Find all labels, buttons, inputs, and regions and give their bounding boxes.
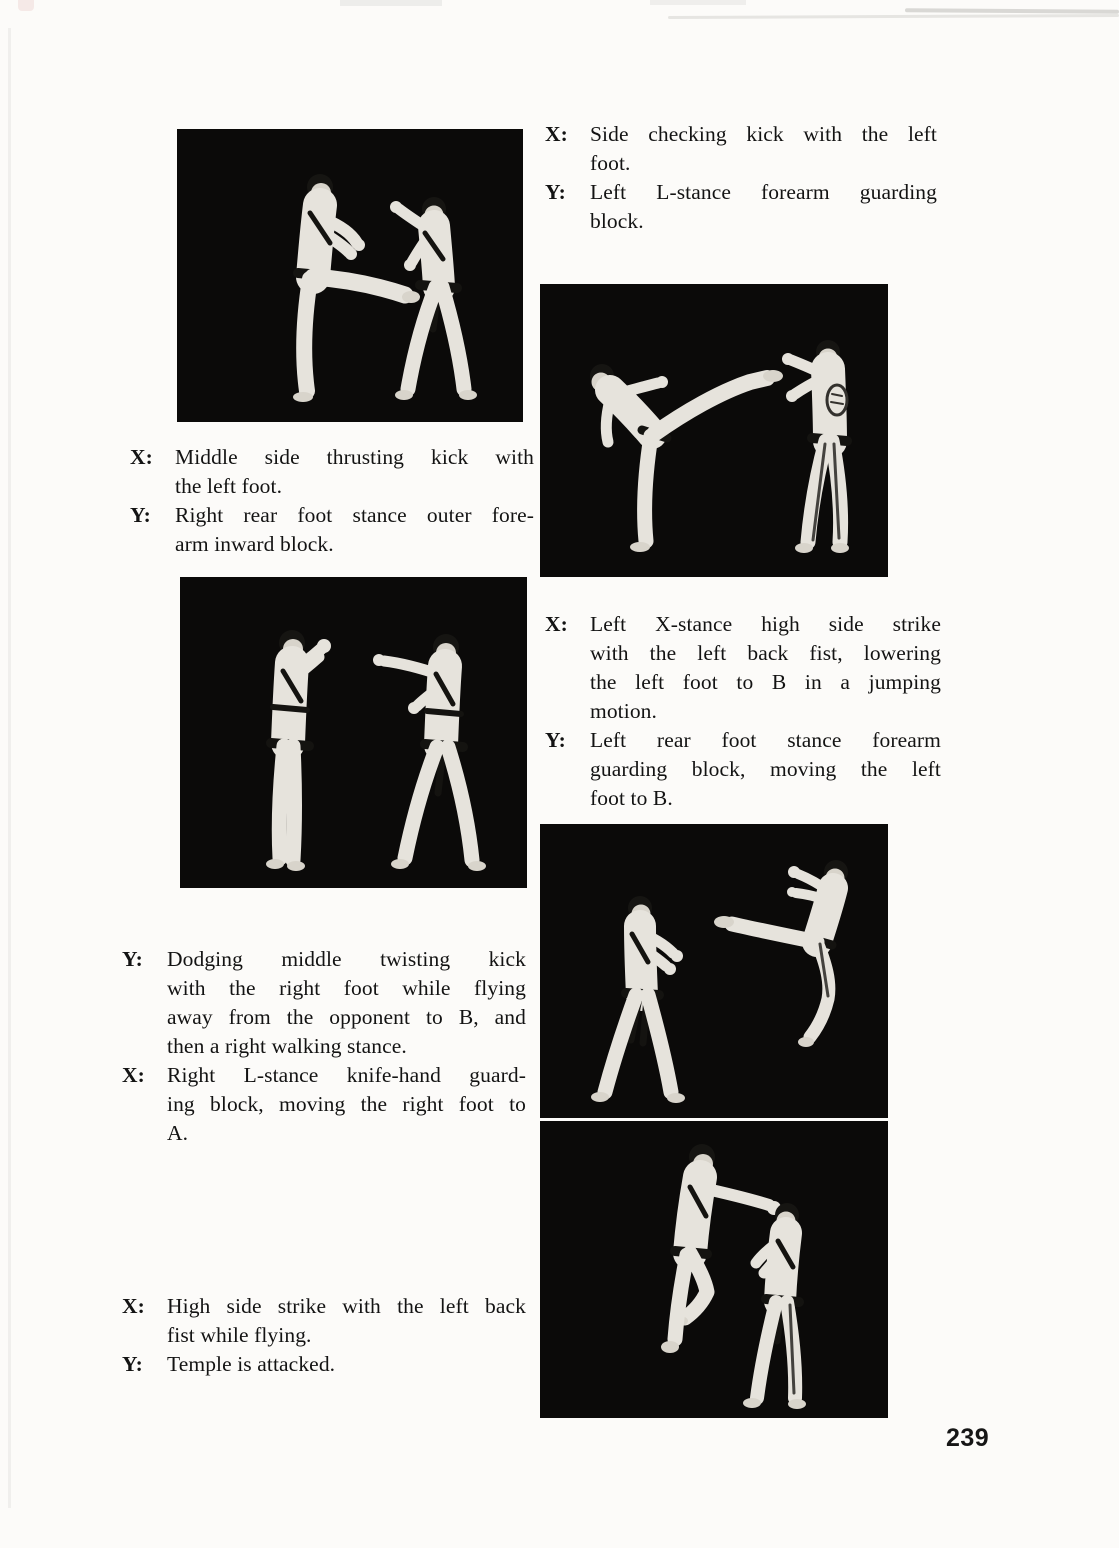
caption-text: Middle side thrusting kick with the left foot.: [175, 445, 534, 498]
scan-mark: [18, 0, 34, 11]
caption-text: Dodging middle twisting kick with the right foot while flying away from the opponent to B, and then a right walking stance.: [167, 947, 526, 1058]
caption-item: [545, 120, 937, 178]
scan-streak: [668, 14, 1119, 19]
caption-item: [130, 443, 534, 501]
caption-label: X:: [122, 1063, 145, 1087]
martial-artists-photo: [540, 824, 888, 1118]
caption-item: [122, 1292, 526, 1350]
caption-label: Y:: [130, 503, 151, 527]
caption-x-stance-high-side-strike: [545, 610, 941, 813]
photo-side-checking-kick: [177, 129, 523, 422]
caption-label: X:: [122, 1294, 145, 1318]
caption-label: Y:: [545, 728, 566, 752]
caption-side-checking-kick: [545, 120, 937, 236]
caption-text: Left L-stance forearm guarding block.: [590, 180, 937, 233]
caption-item: [130, 501, 534, 559]
caption-item: [122, 945, 526, 1061]
page-number: 239: [946, 1424, 990, 1452]
caption-label: Y:: [545, 180, 566, 204]
caption-text: Left X-stance high side strike with the left back fist, lowering the left foot to B in a jumping motion.: [590, 612, 941, 723]
caption-middle-side-thrusting-kick: [130, 443, 534, 559]
martial-artists-photo: [540, 284, 888, 577]
photo-guarding-stances: [180, 577, 527, 888]
caption-label: Y:: [122, 1352, 143, 1376]
caption-text: Temple is attacked.: [167, 1352, 336, 1376]
caption-text: Left rear foot stance forearm guarding block, moving the left foot to B.: [590, 728, 941, 810]
caption-text: Right rear foot stance outer fore- arm inward block.: [175, 503, 534, 556]
caption-item: [122, 1061, 526, 1148]
caption-item: [122, 1350, 526, 1379]
caption-text: Side checking kick with the left foot.: [590, 122, 937, 175]
photo-flying-twisting-kick: [540, 824, 888, 1118]
caption-label: X:: [545, 122, 568, 146]
scan-mark: [340, 0, 442, 6]
caption-label: X:: [130, 445, 153, 469]
scan-edge-line: [8, 28, 11, 1508]
caption-text: High side strike with the left back fist while flying.: [167, 1294, 526, 1347]
photo-high-side-kick: [540, 284, 888, 577]
martial-artists-photo: [540, 1121, 888, 1418]
caption-item: [545, 726, 941, 813]
caption-high-side-strike-flying: [122, 1292, 526, 1379]
scan-streak: [905, 8, 1119, 13]
caption-text: Right L-stance knife-hand guard- ing block, moving the right foot to A.: [167, 1063, 526, 1145]
scan-mark: [650, 0, 746, 5]
caption-item: [545, 610, 941, 726]
photo-jumping-back-fist-strike: [540, 1121, 888, 1418]
caption-item: [545, 178, 937, 236]
caption-dodging-twisting-kick: [122, 945, 526, 1148]
martial-artists-photo: [177, 129, 523, 422]
caption-label: X:: [545, 612, 568, 636]
martial-artists-photo: [180, 577, 527, 888]
caption-label: Y:: [122, 947, 143, 971]
